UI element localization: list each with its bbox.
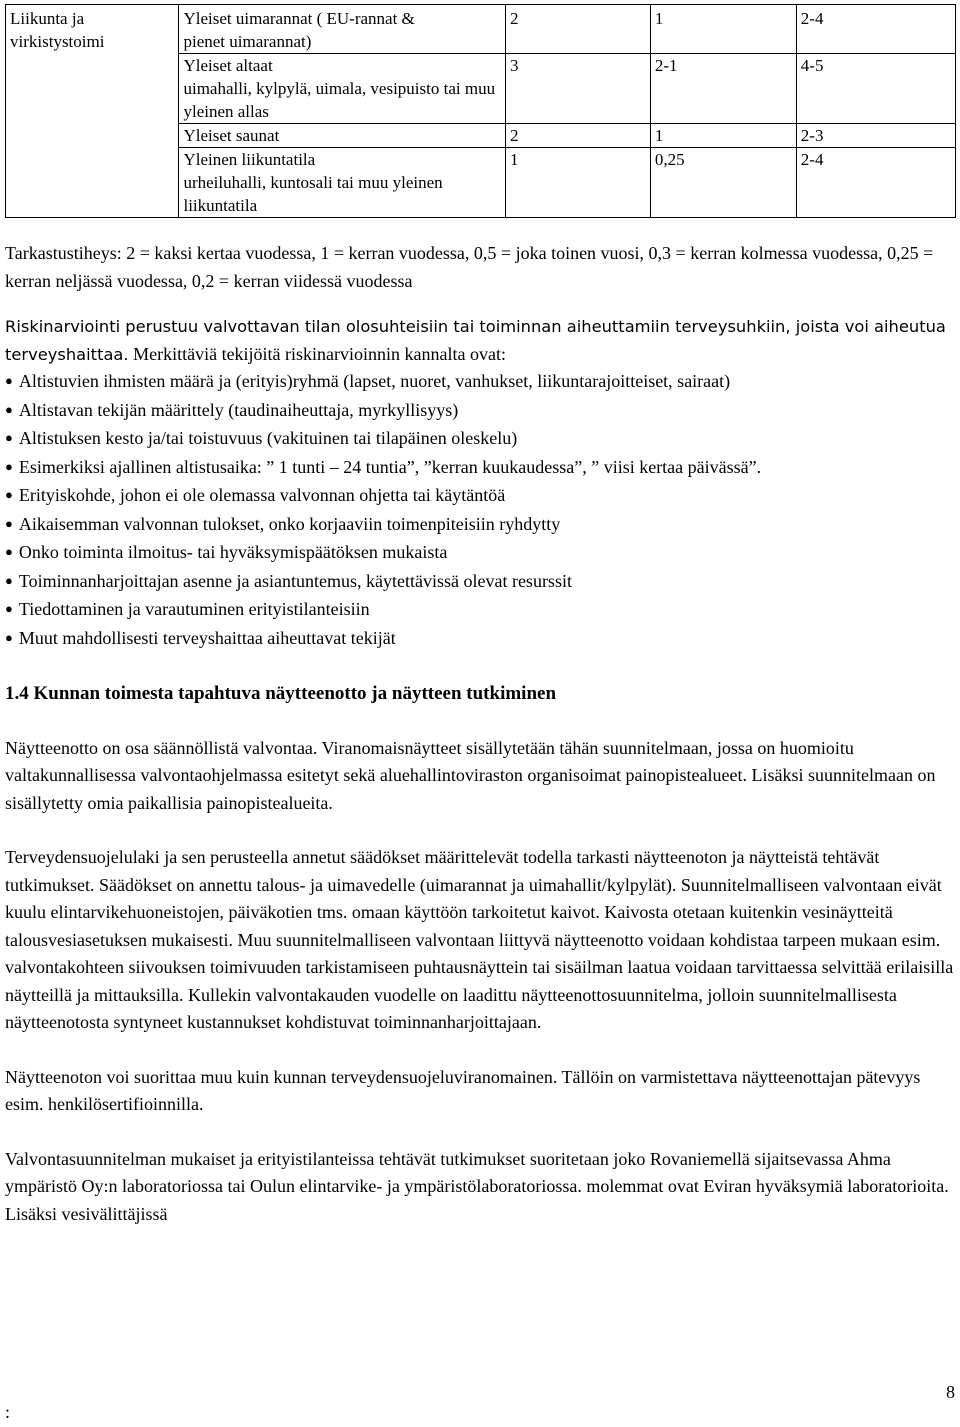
category-cell: [6, 5, 179, 218]
facility-description: pienet uimarannat): [183, 32, 312, 51]
list-item: ● Esimerkiksi ajallinen altistusaika: ” 1 tunti – 24 tuntia”, ”kerran kuukaudessa”, ” viisi kertaa päivässä”.: [5, 456, 762, 477]
bullet-icon: ●: [5, 515, 13, 531]
facility-cell: [179, 124, 506, 148]
section-heading: 1.4 Kunnan toimesta tapahtuva näytteenotto ja näytteen tutkiminen: [5, 683, 557, 704]
facility-name: Yleiset altaat: [183, 56, 273, 75]
bullet-icon: ●: [5, 458, 13, 474]
value-cell: 2-1: [650, 54, 796, 124]
facility-cell: [179, 5, 506, 54]
facility-name: Yleinen liikuntatila: [183, 150, 316, 169]
facility-name: Yleiset saunat: [183, 126, 280, 145]
facility-description: uimahalli, kylpylä, uimala, vesipuisto tai muu yleinen allas: [183, 79, 496, 121]
list-item: ● Aikaisemman valvonnan tulokset, onko korjaaviin toimenpiteisiin ryhdytty: [5, 513, 561, 534]
inspection-frequency-table: [5, 4, 956, 218]
facility-cell: [179, 148, 506, 218]
page-number: 8: [946, 1382, 955, 1402]
facility-cell: [179, 54, 506, 124]
list-item: ● Muut mahdollisesti terveyshaittaa aiheuttavat tekijät: [5, 627, 396, 648]
value-cell: 1: [650, 5, 796, 54]
table-row: [6, 5, 956, 54]
bullet-icon: ●: [5, 629, 13, 645]
facility-description: urheiluhalli, kuntosali tai muu yleinen liikuntatila: [183, 173, 443, 215]
value-cell: 2-4: [796, 5, 955, 54]
value-cell: 2: [505, 5, 650, 54]
category-line: Liikunta ja: [10, 9, 85, 28]
risk-assessment-factors-intro: Merkittäviä tekijöitä riskinarvioinnin kannalta ovat:: [128, 343, 506, 364]
risk-assessment-intro: Riskinarviointi perustuu valvottavan tilan olosuhteisiin tai toiminnan aiheuttamiin terveysuhkiin, joista voi aiheutua terveyshaittaa.: [5, 317, 946, 364]
value-cell: 1: [650, 124, 796, 148]
value-cell: 0,25: [650, 148, 796, 218]
risk-assessment-paragraph: [5, 313, 955, 368]
list-item: ● Altistuksen kesto ja/tai toistuvuus (vakituinen tai tilapäinen oleskelu): [5, 428, 518, 448]
bullet-icon: ●: [5, 487, 13, 502]
value-cell: 4-5: [796, 54, 955, 124]
bullet-icon: ●: [5, 401, 13, 417]
paragraph: Näytteenoton voi suorittaa muu kuin kunnan terveydensuojeluviranomainen. Tällöin on varmistettava näytteenottajan pätevyys esim. henkilösertifioinnilla.: [5, 1066, 921, 1114]
bullet-icon: ●: [5, 373, 13, 388]
footer-mark: :: [5, 1402, 11, 1422]
bullet-icon: ●: [5, 572, 13, 588]
list-item: ● Altistavan tekijän määrittely (taudinaiheuttaja, myrkyllisyys): [5, 399, 459, 420]
document-body: [5, 240, 955, 1228]
value-cell: 2-4: [796, 148, 955, 218]
bullet-icon: ●: [5, 601, 13, 616]
value-cell: 3: [505, 54, 650, 124]
list-item: ● Altistuvien ihmisten määrä ja (erityis)ryhmä (lapset, nuoret, vanhukset, liikuntarajoitteiset, sairaat): [5, 371, 731, 391]
paragraph: Terveydensuojelulaki ja sen perusteella annetut säädökset määrittelevät todella tarkasti näytteenoton ja näytteistä tehtävät tutkimukset. Säädökset on annettu talous- ja uimavedelle (uimarannat ja uimahallit/kylpylät). Suunnitelmalliseen valvontaan eivät kuulu elintarvikehuoneistojen, päiväkotien tms. omaan käyttöön tarkoitetut kaivot. Kaivosta otetaan kuitenkin vesinäytteitä talousvesiasetuksen mukaisesti. Muu suunnitelmalliseen valvontaan liittyvä näytteenotto voidaan kohdistaa tarpeen mukaan esim. valvontakohteen siivouksen toimivuuden tarkistamiseen puhtausnäyttein tai sisäilman laatua voidaan tarvittaessa selvittää erilaisilla näytteillä ja mittauksilla. Kullekin valvontakauden vuodelle on laadittu näytteenottosuunnitelma, jolloin suunnitelmallisesta näytteenotosta syntyneet kustannukset kohdistuvat toiminnanharjoittajaan.: [5, 847, 954, 1032]
value-cell: 2: [505, 124, 650, 148]
category-line: virkistystoimi: [10, 32, 105, 51]
paragraph: Valvontasuunnitelman mukaiset ja erityistilanteissa tehtävät tutkimukset suoritetaan joko Rovaniemellä sijaitsevassa Ahma ympäristö Oy:n laboratoriossa tai Oulun elintarvike- ja ympäristölaboratoriossa. molemmat ovat Eviran hyväksymiä laboratorioita. Lisäksi vesivälittäjissä: [5, 1148, 949, 1224]
facility-name: Yleiset uimarannat ( EU-rannat &: [183, 9, 415, 28]
value-cell: 2-3: [796, 124, 955, 148]
bullet-icon: ●: [5, 430, 13, 445]
list-item: ● Tiedottaminen ja varautuminen erityistilanteisiin: [5, 599, 370, 619]
bullet-icon: ●: [5, 544, 13, 559]
list-item: ● Onko toiminta ilmoitus- tai hyväksymispäätöksen mukaista: [5, 542, 448, 562]
risk-factor-list: [5, 368, 955, 653]
frequency-note: Tarkastustiheys: 2 = kaksi kertaa vuodessa, 1 = kerran vuodessa, 0,5 = joka toinen vuosi, 0,3 = kerran kolmessa vuodessa, 0,25 = kerran neljässä vuodessa, 0,2 = kerran viidessä vuodessa: [5, 243, 934, 291]
list-item: ● Erityiskohde, johon ei ole olemassa valvonnan ohjetta tai käytäntöä: [5, 485, 506, 505]
paragraph: Näytteenotto on osa säännöllistä valvontaa. Viranomaisnäytteet sisällytetään tähän suunnitelmaan, jossa on huomioitu valtakunnallisessa valvontaohjelmassa esitetyt sekä aluehallintoviraston organisoimat painopistealueet. Lisäksi suunnitelmaan on sisällytetty omia paikallisia painopistealueita.: [5, 737, 936, 813]
list-item: ● Toiminnanharjoittajan asenne ja asiantuntemus, käytettävissä olevat resurssit: [5, 570, 572, 591]
value-cell: 1: [505, 148, 650, 218]
